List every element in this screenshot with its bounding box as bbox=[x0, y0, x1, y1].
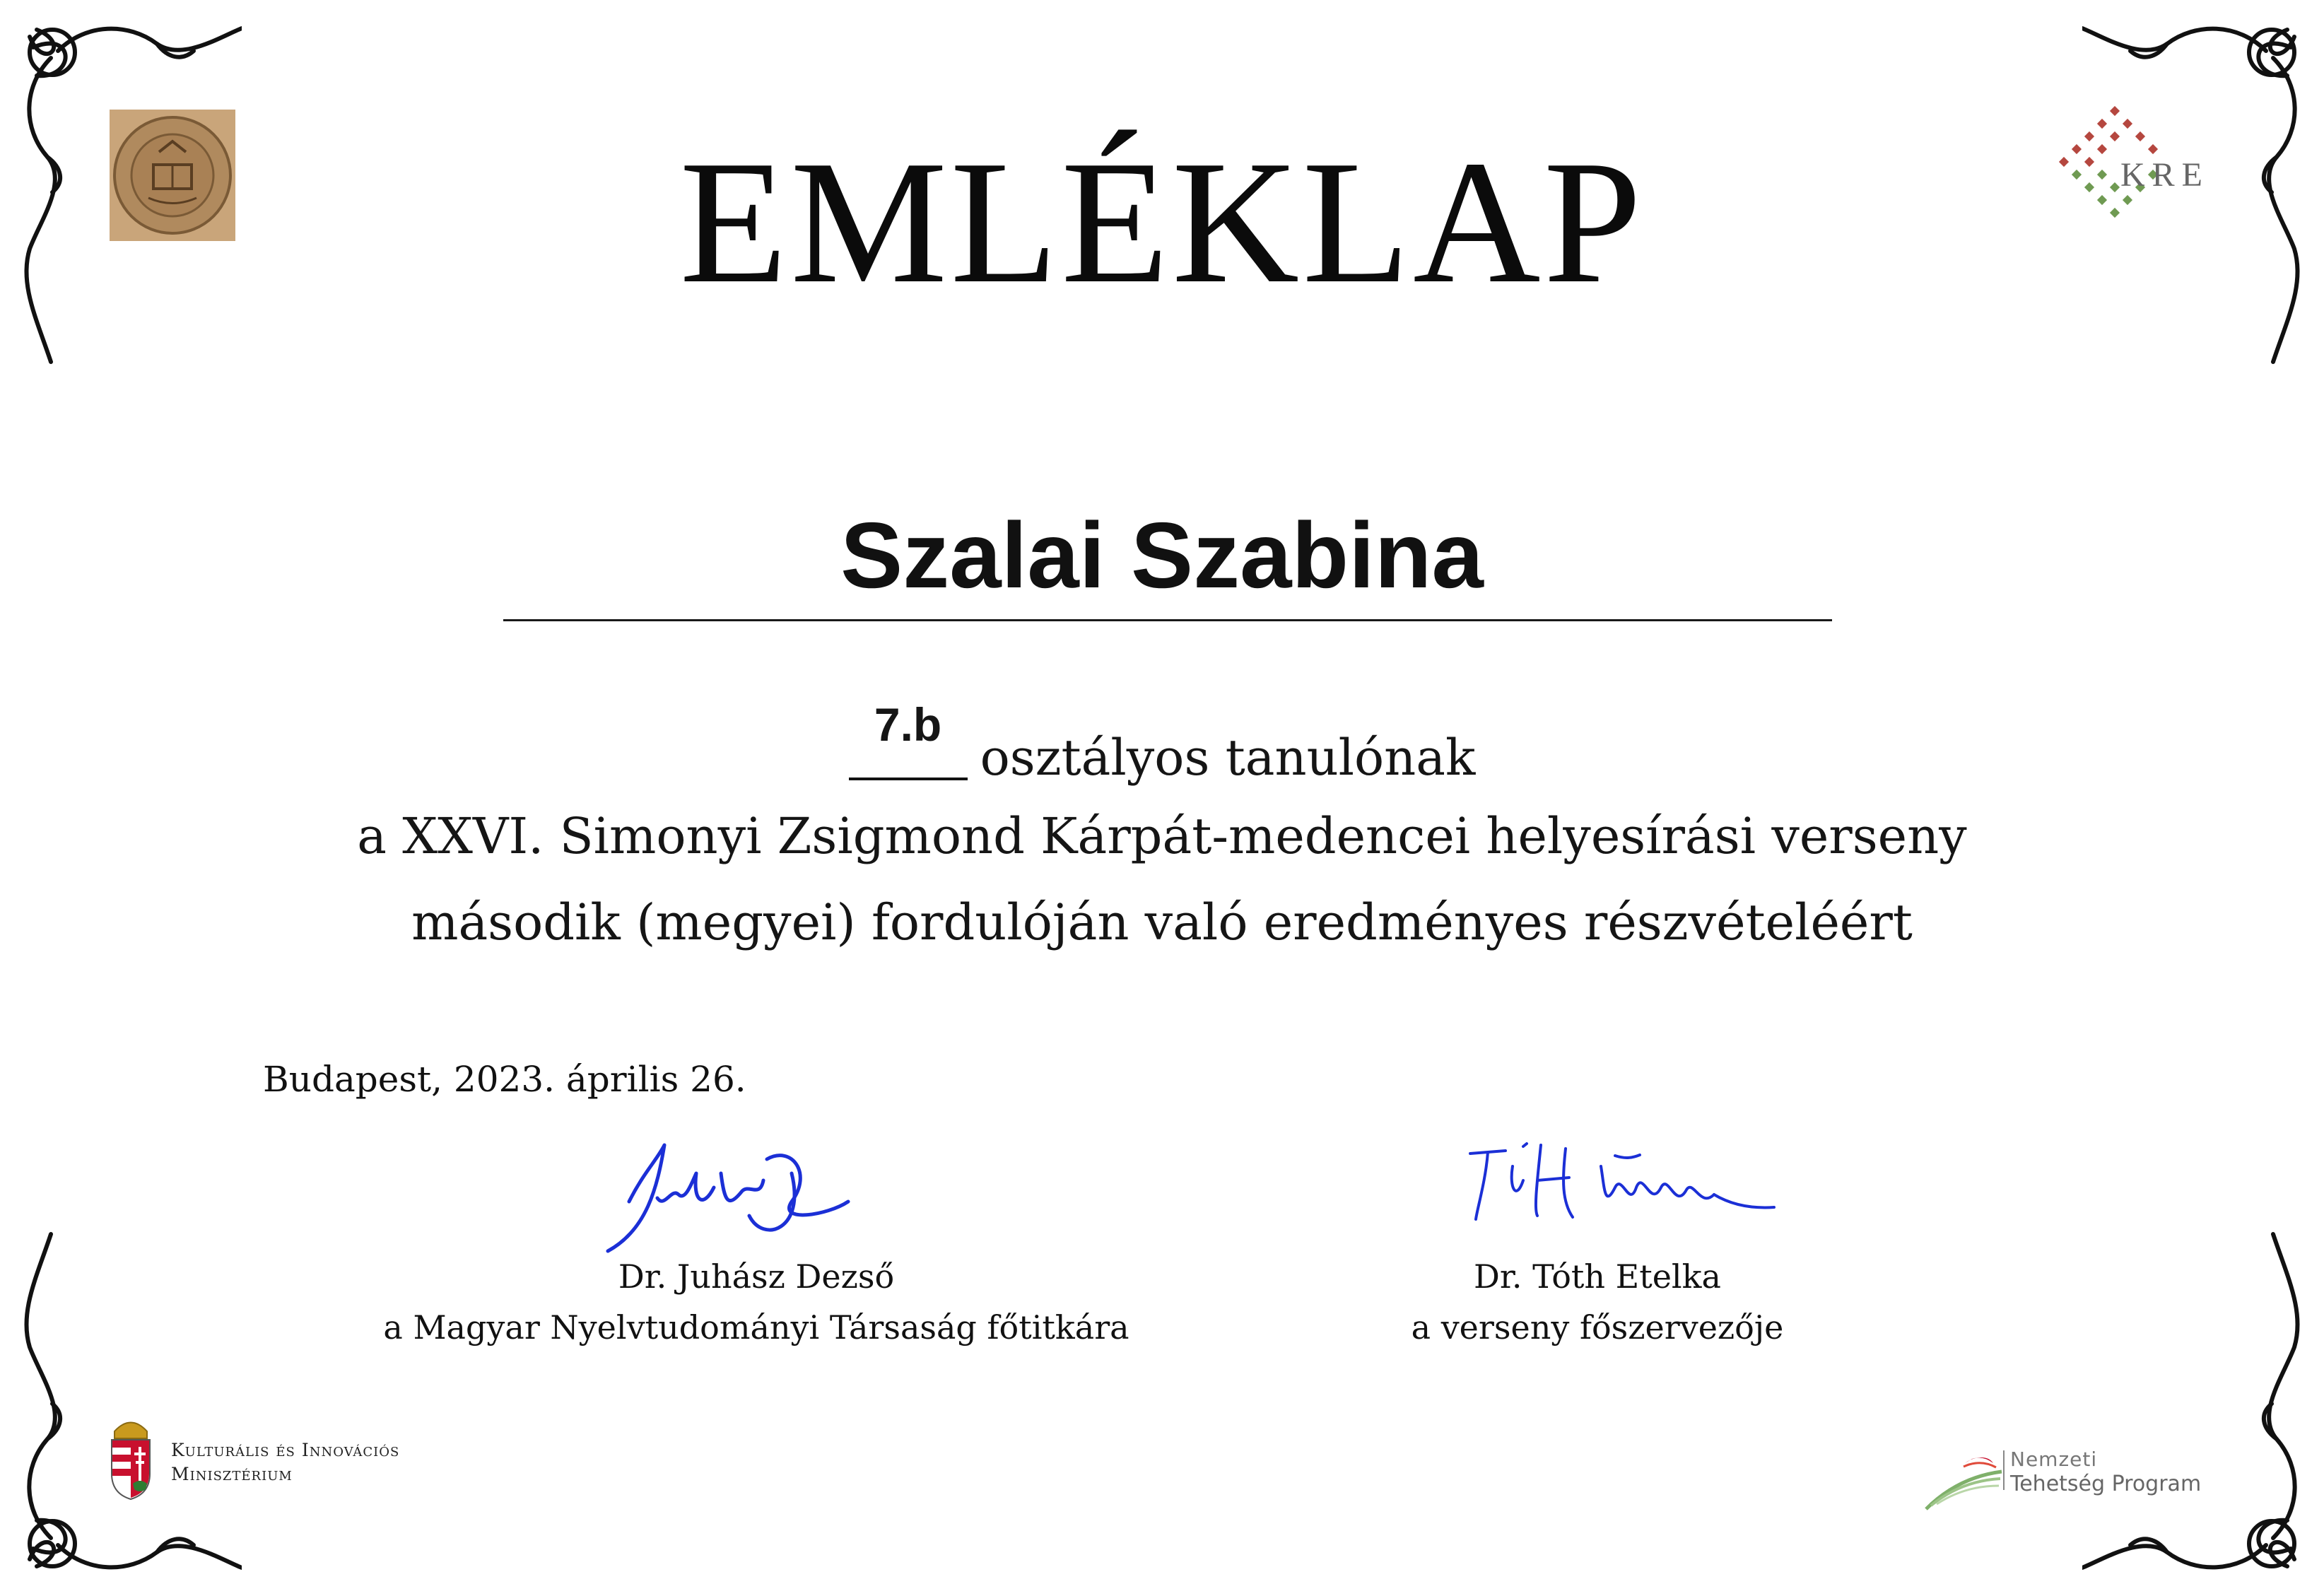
achievement-line: második (megyei) fordulóján való eredményes részvételéért bbox=[411, 893, 1913, 951]
ministry-logo bbox=[106, 1410, 438, 1509]
corner-ornament-bottom-right bbox=[2082, 1220, 2316, 1588]
ntp-swoosh-icon bbox=[1923, 1449, 2007, 1513]
competition-line: a XXVI. Simonyi Zsigmond Kárpát-medencei helyesírási verseny bbox=[357, 807, 1967, 865]
ntp-divider bbox=[2003, 1450, 2005, 1490]
ministry-text bbox=[171, 1438, 399, 1486]
signatory-name: Dr. Juhász Dezső bbox=[618, 1257, 895, 1296]
kre-logo-text: KRE bbox=[2120, 156, 2209, 194]
ministry-text-line2: Minisztérium bbox=[171, 1464, 293, 1484]
class-suffix: osztályos tanulónak bbox=[980, 729, 1476, 787]
ntp-logo bbox=[1923, 1442, 2219, 1520]
signatory-role: a verseny főszervezője bbox=[1411, 1308, 1784, 1346]
corner-ornament-icon bbox=[8, 1220, 242, 1588]
recipient-name: Szalai Szabina bbox=[840, 503, 1484, 607]
kim-crest-icon bbox=[106, 1410, 155, 1502]
corner-ornament-bottom-left bbox=[8, 1220, 242, 1588]
signature-toth bbox=[1456, 1138, 1781, 1244]
signatory-left bbox=[382, 1251, 1131, 1353]
class-line bbox=[0, 698, 2324, 787]
signatory-role: a Magyar Nyelvtudományi Társaság főtitkára bbox=[383, 1308, 1129, 1346]
place-date: Budapest, 2023. április 26. bbox=[263, 1059, 746, 1100]
ntp-text-line2: Tehetség Program bbox=[2010, 1472, 2202, 1496]
signatory-name: Dr. Tóth Etelka bbox=[1474, 1257, 1721, 1296]
page-title: EMLÉKLAP bbox=[679, 124, 1645, 320]
signatory-right bbox=[1385, 1251, 1809, 1353]
class-field bbox=[849, 698, 968, 780]
corner-ornament-icon bbox=[2082, 1220, 2316, 1588]
ntp-text-line1: Nemzeti bbox=[2010, 1448, 2098, 1471]
ministry-text-line1: Kulturális és Innovációs bbox=[171, 1440, 400, 1460]
class-value: 7.b bbox=[874, 698, 942, 751]
name-underline bbox=[503, 619, 1832, 621]
